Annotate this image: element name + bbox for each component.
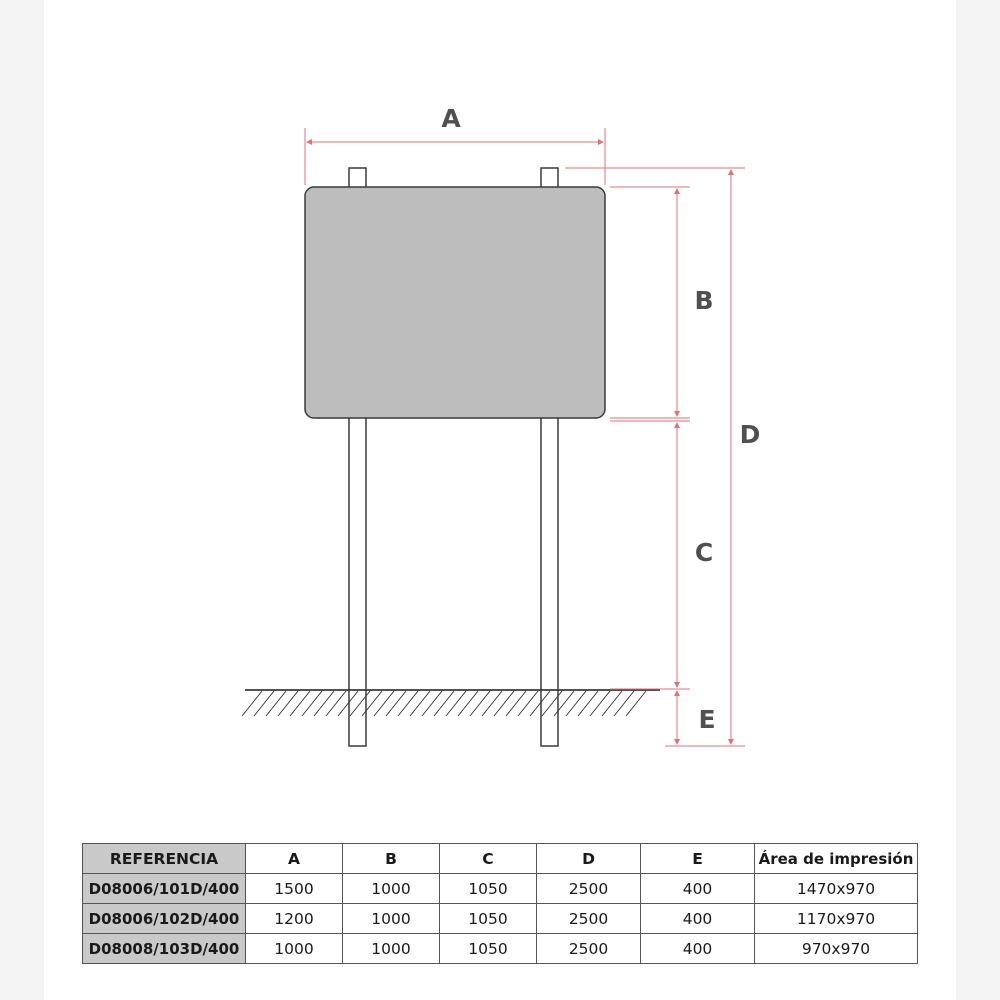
cell-a: 1200 xyxy=(246,904,343,934)
cell-c: 1050 xyxy=(440,904,537,934)
label-d: D xyxy=(739,420,761,449)
header-referencia: REFERENCIA xyxy=(83,844,246,874)
hatch-stroke xyxy=(602,691,622,716)
header-e: E xyxy=(641,844,755,874)
hatch-stroke xyxy=(494,691,514,716)
label-e: E xyxy=(698,705,716,734)
hatch-stroke xyxy=(482,691,502,716)
label-a: A xyxy=(441,104,461,133)
spec-table xyxy=(82,843,918,964)
cell-c: 1050 xyxy=(440,934,537,964)
table-header-row xyxy=(83,844,918,874)
cell-area: 1470x970 xyxy=(755,874,918,904)
hatch-stroke xyxy=(278,691,298,716)
hatch-stroke xyxy=(314,691,334,716)
cell-d: 2500 xyxy=(537,904,641,934)
hatch-stroke xyxy=(626,691,646,716)
hatch-stroke xyxy=(614,691,634,716)
cell-referencia: D08008/103D/400 xyxy=(83,934,246,964)
table-row xyxy=(83,904,918,934)
hatch-stroke xyxy=(470,691,490,716)
hatch-stroke xyxy=(398,691,418,716)
hatch-stroke xyxy=(434,691,454,716)
hatch-stroke xyxy=(326,691,346,716)
hatch-stroke xyxy=(374,691,394,716)
cell-c: 1050 xyxy=(440,874,537,904)
hatch-stroke xyxy=(410,691,430,716)
cell-e: 400 xyxy=(641,874,755,904)
cell-b: 1000 xyxy=(343,904,440,934)
sign-panel xyxy=(305,187,605,418)
cell-area: 1170x970 xyxy=(755,904,918,934)
hatch-stroke xyxy=(302,691,322,716)
hatch-stroke xyxy=(290,691,310,716)
hatch-stroke xyxy=(590,691,610,716)
table-row xyxy=(83,874,918,904)
table-row xyxy=(83,934,918,964)
label-b: B xyxy=(694,286,714,315)
hatch-stroke xyxy=(242,691,262,716)
cell-d: 2500 xyxy=(537,874,641,904)
header-b: B xyxy=(343,844,440,874)
cell-a: 1000 xyxy=(246,934,343,964)
header-a: A xyxy=(246,844,343,874)
header-c: C xyxy=(440,844,537,874)
cell-b: 1000 xyxy=(343,934,440,964)
header-d: D xyxy=(537,844,641,874)
hatch-stroke xyxy=(446,691,466,716)
cell-b: 1000 xyxy=(343,874,440,904)
hatch-stroke xyxy=(386,691,406,716)
hatch-stroke xyxy=(458,691,478,716)
cell-a: 1500 xyxy=(246,874,343,904)
hatch-stroke xyxy=(266,691,286,716)
header-area: Área de impresión xyxy=(755,844,918,874)
hatch-stroke xyxy=(254,691,274,716)
hatch-stroke xyxy=(566,691,586,716)
cell-d: 2500 xyxy=(537,934,641,964)
hatch-stroke xyxy=(506,691,526,716)
label-c: C xyxy=(694,538,714,567)
hatch-stroke xyxy=(422,691,442,716)
cell-referencia: D08006/101D/400 xyxy=(83,874,246,904)
hatch-stroke xyxy=(578,691,598,716)
cell-e: 400 xyxy=(641,904,755,934)
ground-hatching xyxy=(242,691,646,716)
cell-e: 400 xyxy=(641,934,755,964)
hatch-stroke xyxy=(518,691,538,716)
ground-line xyxy=(242,690,660,716)
cell-area: 970x970 xyxy=(755,934,918,964)
cell-referencia: D08006/102D/400 xyxy=(83,904,246,934)
